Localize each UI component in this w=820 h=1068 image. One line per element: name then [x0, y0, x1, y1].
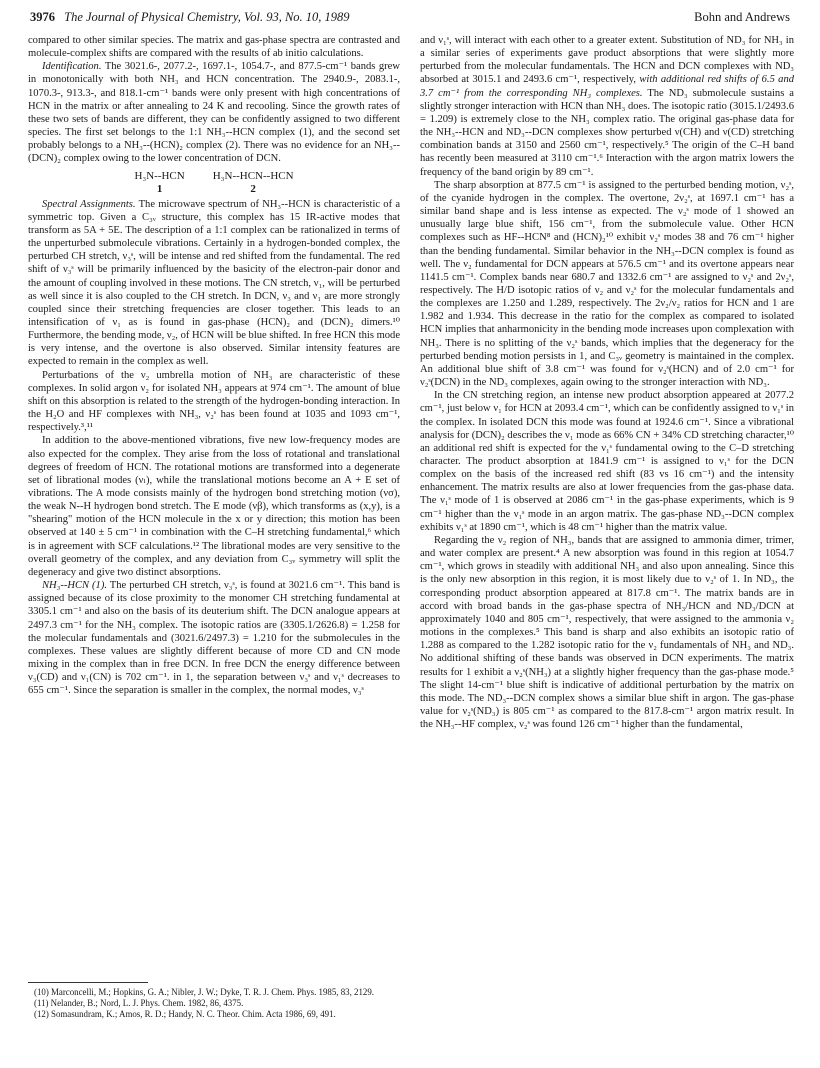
formula-2-number: 2 [250, 182, 256, 195]
section-heading-spectral-assignments: Spectral Assignments. [42, 198, 136, 210]
formula-complex-2 [213, 170, 294, 196]
left-column [28, 34, 400, 698]
paragraph-bending-motion: The sharp absorption at 877.5 cm⁻¹ is assigned to the perturbed bending motion, ν₂ˢ, of the cyanide hydrogen in the complex. The overtone, 2ν₂ˢ, at 1697.1 cm⁻¹ has a similar band shape and is less intense as expected. The ν₂ˢ mode of 1 showed an unusually large blue shift, 156 cm⁻¹, from the submolecule value. Other HCN complexes such as HF--HCN⁸ and (HCN)₂¹⁰ exhibit ν₂ˢ modes 38 and 76 cm⁻¹ higher than the bending fundamental. Similar behavior in the NH₃--DCN complex is found as well. The ν₂ fundamental for DCN appears at 576.5 cm⁻¹ and its overtone appears near 1141.5 cm⁻¹. Complex bands near 680.7 and 1332.6 cm⁻¹ are assigned to ν₂ˢ and 2ν₂ˢ, respectively. The H/D isotopic ratios of ν₂ and ν₂ˢ for the molecular fundamentals and the complexes are 1.250 and 1.289, respectively. The 2ν₂/ν₂ ratios for HCN and 1 are 1.982 and 1.934. This decrease in the ratio for the complex as compared to isolated HCN implies that anharmonicity in the bending mode increases upon complexation with NH₃. There is no splitting of the ν₂ˢ bands, which implies that the degeneracy for the perturbed bending motion persists in 1, and C₃ᵥ geometry is maintained in the complex. An additional blue shift of 3.8 cm⁻¹ was found for ν₂ˢ(HCN) and of 2.0 cm⁻¹ for ν₂ˢ(DCN) in the ND₃ complexes, again owing to the stronger interaction with ND₃. [420, 179, 794, 389]
complex-formulas [28, 170, 400, 196]
formula-1-number: 1 [156, 182, 163, 195]
page-number: 3976 [30, 10, 55, 24]
paragraph-nh3-nu2-region: Regarding the ν₂ region of NH₃, bands that are assigned to ammonia dimer, trimer, and water complex are present.⁴ A new absorption was found in this region at 1054.7 cm⁻¹, which grows in steadily with additional NH₃ and also upon annealing. Since this is the only new absorption in this region, it is most likely due to ν₂ˢ of 1. In ND₃, the corresponding product absorption appeared at 817.8 cm⁻¹. The matrix bands are in accord with broad bands in the gas-phase spectra of NH₃/HCN and ND₃/DCN at approximately 1040 and 805 cm⁻¹, respectively, that were assigned to the ammonia ν₂ motions in the complexes.⁵ This band is sharp and also exhibits an isotopic ratio of 1.288 as compared to the 1.282 isotopic ratio for the ν₂ fundamentals of NH₃ and ND₃. No additional shifting of these bands was observed in DCN experiments. The matrix results for 1 exhibit a ν₂ˢ(NH₃) at a slightly higher frequency than the gas-phase mode.⁵ The slight 14-cm⁻¹ blue shift is indicative of additional perturbation by the matrix on this mode. The ND₃--DCN complex shows a similar blue shift in argon. The gas-phase value for ν₂ˢ(ND₃) is 805 cm⁻¹ as compared to the 817.8-cm⁻¹ argon matrix result. In the NH₃--HF complex, ν₂ˢ was found 126 cm⁻¹ higher than the fundamental, [420, 534, 794, 731]
paragraph-spectral-assignments [28, 198, 400, 369]
right-column [420, 34, 794, 731]
section-heading-identification: Identification. [42, 61, 102, 73]
formula-1-text: H₃N--HCN [134, 169, 185, 182]
paragraph-low-frequency-modes: In addition to the above-mentioned vibrations, five new low-frequency modes are also expected for the complex. They arise from the loss of rotational and translational degrees of freedom of HCN. The rotational motions are transformed into a degenerate set of librational modes (νₗ), while the translational motions become an A + E set of vibrations. The A mode consists mainly of the hydrogen bond stretching motion (νσ), the weak N--H hydrogen bond stretch. The E mode (νβ), which transforms as (x,y), is a "shearing" motion of the HCN molecule in the x or y direction; this motion has been observed at 140 ± 5 cm⁻¹ in combination with the C–H stretching fundamental,⁶ which is in agreement with SCF calculations.¹² The librational modes are very sensitive to the overall geometry of the complex, and any deviation from C₃ᵥ symmetry will split the degeneracy and give two distinct absorptions. [28, 435, 400, 578]
section-heading-nh3-hcn: NH₃--HCN (1). [42, 580, 107, 592]
footnote-11: (11) Nelander, B.; Nord, L. J. Phys. Chem. 1982, 86, 4375. [34, 998, 244, 1008]
paragraph-cn-stretching: In the CN stretching region, an intense new product absorption appeared at 2077.2 cm⁻¹, just below ν₁ for HCN at 2093.4 cm⁻¹, which can be confidently assigned to ν₁ˢ in the complex. In isolated DCN this mode was found at 1924.6 cm⁻¹. Since a vibrational analysis for (DCN)₂ describes the ν₁ mode as 66% CN + 34% CD stretching character,¹⁰ an additional red shift is expected for the ν₁ˢ fundamental owing to the C–D stretching character. The product absorption at 1841.9 cm⁻¹ is assigned to ν₁ˢ for the DCN complex on the basis of the increased red shift (83 vs 16 cm⁻¹) and the intensity enhancement. The matrix results are also at lower frequencies from the gas-phase data. The ν₁ˢ mode of 1 is observed at 2086 cm⁻¹ in the gas-phase experiments, which is 9 cm⁻¹ higher than the ν₁ˢ mode in an argon matrix. The gas-phase ND₃--DCN complex exhibits ν₁ˢ at 1890 cm⁻¹, which is 48 cm⁻¹ higher than the matrix value. [420, 390, 794, 533]
footnote-10: (10) Marconcelli, M.; Hopkins, G. A.; Nibler, J. W.; Dyke, T. R. J. Chem. Phys. 1985, 83, 2129. [34, 987, 375, 997]
nd3-text-b: The ND₃ submolecule sustains a slightly stronger interaction with HCN than NH₃ does. The isotopic ratio (3015.1/2493.6 = 1.209) is extremely close to the NH₃ complex ratio. The original gas-phase data for the NH₃--HCN and ND₃--DCN complexes show perturbed ν(CH) and ν(CD) stretching combination bands at 3150 and 2560 cm⁻¹, respectively.⁵ The origin of the C–H band has recently been measured at 3110 cm⁻¹.⁶ Interaction with the argon matrix lowers the frequency of the band origin by 89 cm⁻¹. [420, 87, 794, 178]
paragraph-nh3-hcn [28, 579, 400, 697]
footnote-divider [28, 982, 148, 983]
formula-complex-1 [134, 170, 184, 196]
page-header [30, 8, 790, 26]
journal-citation: The Journal of Physical Chemistry, Vol. 93, No. 10, 1989 [64, 10, 350, 24]
paragraph-nd3-substitution [420, 34, 794, 179]
identification-text: The 3021.6-, 2077.2-, 1697.1-, 1054.7-, and 877.5-cm⁻¹ bands grew in monotonically with both NH₃ and HCN concentration. The 2940.9-, 2083.1-, 1070.3-, 913.3-, and 818.1-cm⁻¹ bands were only present with high concentrations of HCN in the matrix or after annealing to 24 K and recooling. Since the growth rates of these two sets of bands are different, they can be confidently assigned to two different species. The first set belongs to the 1:1 NH₃--HCN complex (1), and the second set probably belongs to a NH₃--(HCN)₂ complex (2). There was no evidence for an NH₃--(DCN)₂ complex owing to the lower concentration of DCN. [28, 61, 400, 165]
footnote-12: (12) Somasundram, K.; Amos, R. D.; Handy, N. C. Theor. Chim. Acta 1986, 69, 491. [34, 1009, 336, 1019]
footnotes [28, 982, 400, 1020]
header-left [30, 8, 350, 26]
spectral-assignments-text: The microwave spectrum of NH₃--HCN is characteristic of a symmetric top. Given a C₃ᵥ structure, this complex has 15 IR-active modes that transform as 5A + 5E. The description of a 1:1 complex can be rationalized in terms of the unperturbed submolecule vibrations. Certainly in a hydrogen-bonded complex, the perturbed CH stretch, ν₃ˢ, will be intense and red shifted from the fundamental. The red shift of ν₃ˢ will be primarily influenced by the basicity of the electron-pair donor and the amount of coupling involved in these motions. The CN stretch, ν₁, will be perturbed as well since it is also coupled to the CH stretch. In DCN, ν₃ and ν₁ are more strongly coupled since their stretching frequencies are closer together. This leads to an intensification of ν₁ as is found in gas-phase (HCN)₂ and (DCN)₂ dimers.¹⁰ Furthermore, the bending mode, ν₂, of HCN will be blue shifted. In free HCN this mode is very intense, and the overtone is also observed. Similar intensity features are expected to remain in the complex as well. [28, 198, 401, 368]
formula-2-text: H₃N--HCN--HCN [212, 169, 294, 182]
header-authors: Bohn and Andrews [694, 10, 790, 24]
nd3-italic-result: with additional red shifts of 6.5 and 3.7 cm⁻¹ from the corresponding NH₃ complexes. [420, 74, 794, 99]
paragraph-identification [28, 60, 400, 165]
paragraph-intro-end: compared to other similar species. The matrix and gas-phase spectra are contrasted and molecule-complex shifts are compared with the results of ab initio calculations. [28, 35, 400, 60]
paragraph-umbrella-motion: Perturbations of the ν₂ umbrella motion of NH₃ are characteristic of these complexes. In solid argon ν₂ for isolated NH₃ appears at 974 cm⁻¹. The amount of blue shift on this absorption is related to the strength of the hydrogen-bonding interaction. In the H₂O and HF complexes with NH₃, ν₂ˢ has been found at 1035 and 1093 cm⁻¹, respectively.³,¹¹ [28, 369, 400, 434]
nh3-hcn-text: The perturbed CH stretch, ν₃ˢ, is found at 3021.6 cm⁻¹. This band is assigned because of its close proximity to the monomer CH stretching fundamental at 3305.1 cm⁻¹ and also on the basis of its deuterium shift. The DCN analogue appears at 2497.3 cm⁻¹ for the NH₃ complex. The isotopic ratios are (3305.1/2626.8) = 1.258 for the molecular fundamentals and (3021.6/2497.3) = 1.210 for the submolecules in the complexes. These values are slightly different because of more CD and CN mode mixing in the complex than in free DCN. In free DCN the energy difference between ν₃(CD) and ν₁(CN) is 702 cm⁻¹. in 1, the separation between ν₃ˢ and ν₁ˢ decreases to 655 cm⁻¹. Since the separation is smaller in the complex, the normal modes, ν₃ˢ [28, 580, 400, 697]
nd3-text-a: and ν₁ˢ, will interact with each other to a greater extent. Substitution of ND₃ for NH₃ in a similar series of experiments gave product absorptions that were slightly more perturbed from the molecular fundamentals. The HCN and DCN complexes with ND₃ absorbed at 3015.1 and 2493.6 cm⁻¹, respectively, [420, 35, 794, 86]
